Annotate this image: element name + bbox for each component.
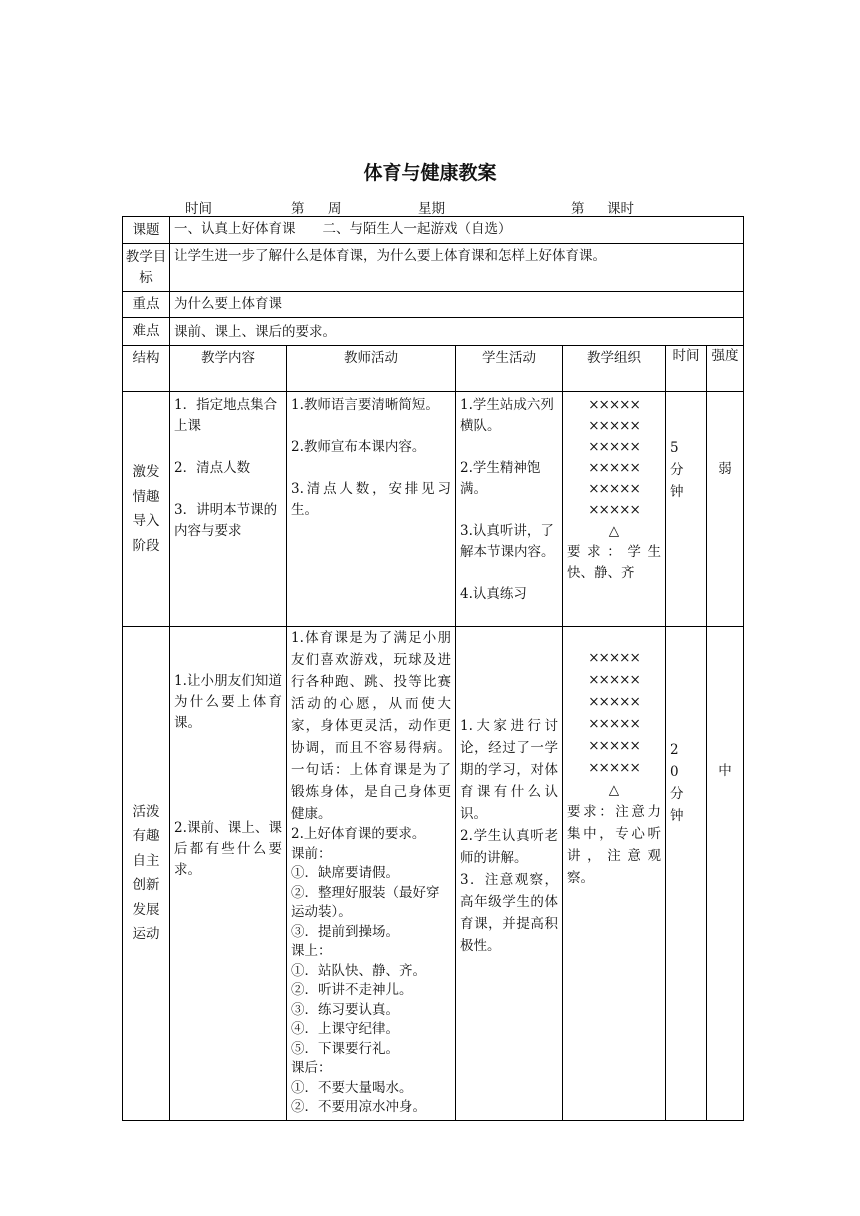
stage1-teacher bbox=[287, 392, 456, 627]
formation-row: ××××× bbox=[588, 672, 640, 688]
formation-row: ××××× bbox=[588, 716, 640, 732]
key-point-value: 为什么要上体育课 bbox=[170, 292, 744, 318]
after-class-item: ②．不要用凉水冲身。 bbox=[291, 1099, 426, 1115]
stage1-organization bbox=[563, 392, 666, 627]
stage2-requirement: 要求：注意力集中，专心听讲，注意观察。 bbox=[567, 804, 661, 886]
stage1-student-item: 2.学生精神饱满。 bbox=[460, 460, 541, 497]
stage1-requirement: 要求：学生快、静、齐 bbox=[567, 544, 661, 581]
stage2-intensity: 中 bbox=[707, 627, 744, 1121]
stage2-time: 20分钟 bbox=[666, 627, 707, 1121]
formation-row: ××××× bbox=[588, 694, 640, 710]
meta-time-label: 时间 bbox=[185, 201, 212, 217]
during-class-label: 课上： bbox=[291, 943, 332, 959]
teacher-position-mark: △ bbox=[608, 782, 620, 798]
header-time: 时间 bbox=[666, 346, 707, 392]
after-class-item: ①．不要大量喝水。 bbox=[291, 1079, 413, 1096]
before-class-item: ②．整理好服装（最好穿运动装）。 bbox=[291, 884, 440, 920]
stage1-teacher-item: 3.清点人数，安排见习生。 bbox=[291, 481, 451, 518]
stage1-time: 5分钟 bbox=[666, 392, 707, 627]
formation-row: ××××× bbox=[588, 418, 640, 434]
meta-week-label: 周 bbox=[328, 201, 342, 217]
lesson-plan-table bbox=[122, 216, 744, 1121]
stage1-student-item: 3.认真听讲，了解本节课内容。 bbox=[460, 523, 555, 560]
stage1-content-item: 2．清点人数 bbox=[174, 460, 251, 476]
stage2-student-item: 1.大家进行讨论，经过了一学期的学习，对体育课有什么认识。 bbox=[460, 718, 558, 822]
during-class-item: ④．上课守纪律。 bbox=[291, 1021, 399, 1037]
stage1-intensity: 弱 bbox=[707, 392, 744, 627]
header-content: 教学内容 bbox=[170, 346, 287, 392]
stage1-teacher-item: 1.教师语言要清晰简短。 bbox=[291, 397, 439, 413]
stage2-teacher-requirements: 2.上好体育课的要求。 bbox=[291, 826, 426, 842]
formation-row: ××××× bbox=[588, 738, 640, 754]
header-structure: 结构 bbox=[123, 346, 170, 392]
formation-row: ××××× bbox=[588, 397, 640, 413]
stage2-structure: 活泼有趣自主创新发展运动 bbox=[123, 627, 170, 1121]
before-class-item: ①．缺席要请假。 bbox=[291, 865, 399, 881]
during-class-item: ①．站队快、静、齐。 bbox=[291, 962, 426, 979]
header-student-activity: 学生活动 bbox=[456, 346, 563, 392]
formation-row: ××××× bbox=[588, 650, 640, 666]
difficulty-label: 难点 bbox=[123, 318, 170, 346]
stage1-content bbox=[170, 392, 287, 627]
stage1-content-item: 3．讲明本节课的内容与要求 bbox=[174, 502, 278, 539]
stage1-student-item: 1.学生站成六列横队。 bbox=[460, 397, 554, 434]
goal-value: 让学生进一步了解什么是体育课，为什么要上体育课和怎样上好体育课。 bbox=[170, 244, 744, 292]
formation-row: ××××× bbox=[588, 439, 640, 455]
stage1-teacher-item: 2.教师宣布本课内容。 bbox=[291, 439, 426, 455]
stage2-student-item: 3．注意观察，高年级学生的体育课，并提高积极性。 bbox=[460, 872, 558, 954]
stage1-content-item: 1．指定地点集合上课 bbox=[174, 397, 278, 434]
stage2-teacher bbox=[287, 627, 456, 1121]
meta-lesson-prefix: 第 bbox=[571, 201, 585, 217]
teacher-position-mark: △ bbox=[608, 523, 620, 539]
during-class-item: ⑤．下课要行礼。 bbox=[291, 1040, 399, 1057]
stage2-student bbox=[456, 627, 563, 1121]
stage2-student-item: 2.学生认真听老师的讲解。 bbox=[460, 828, 558, 866]
meta-weekday-label: 星期 bbox=[418, 201, 445, 217]
column-header-row bbox=[123, 346, 744, 392]
topic-value: 一、认真上好体育课 二、与陌生人一起游戏（自选） bbox=[170, 217, 744, 244]
difficulty-value: 课前、课上、课后的要求。 bbox=[170, 318, 744, 346]
page-title: 体育与健康教案 bbox=[363, 162, 497, 184]
header-teacher-activity: 教师活动 bbox=[287, 346, 456, 392]
header-organization: 教学组织 bbox=[563, 346, 666, 392]
stage2-content bbox=[170, 627, 287, 1121]
stage1-structure: 激发情趣导入阶段 bbox=[123, 392, 170, 627]
stage1-student bbox=[456, 392, 563, 627]
topic-label: 课题 bbox=[123, 217, 170, 244]
stage2-content-item: 1.让小朋友们知道为什么要上体育课。 bbox=[174, 673, 282, 731]
stage2-teacher-purpose: 1.体育课是为了满足小朋友们喜欢游戏，玩球及进行各种跑、跳、投等比赛活动的心愿，从而使大家，身体更灵活，动作更协调，而且不容易得病。一句话：上体育课是为了锻炼身体，是自己身体更健康。 bbox=[291, 630, 451, 822]
stage1-row bbox=[123, 392, 744, 627]
formation-row: ××××× bbox=[588, 460, 640, 476]
meta-week-prefix: 第 bbox=[291, 201, 305, 217]
formation-row: ××××× bbox=[588, 481, 640, 497]
key-point-label: 重点 bbox=[123, 292, 170, 318]
during-class-item: ③．练习要认真。 bbox=[291, 1001, 399, 1018]
stage1-student-item: 4.认真练习 bbox=[460, 586, 527, 602]
formation-row: ××××× bbox=[588, 502, 640, 518]
formation-row: ××××× bbox=[588, 760, 640, 776]
stage2-row bbox=[123, 627, 744, 1121]
before-class-item: ③．提前到操场。 bbox=[291, 923, 399, 940]
goal-label: 教学目标 bbox=[123, 244, 170, 292]
during-class-item: ②．听讲不走神儿。 bbox=[291, 982, 413, 998]
stage2-organization bbox=[563, 627, 666, 1121]
stage2-content-item: 2.课前、课上、课后都有些什么要求。 bbox=[174, 820, 282, 878]
meta-lesson-label: 课时 bbox=[607, 201, 634, 217]
header-intensity: 强度 bbox=[707, 346, 744, 392]
after-class-label: 课后： bbox=[291, 1060, 332, 1076]
before-class-label: 课前： bbox=[291, 845, 332, 862]
